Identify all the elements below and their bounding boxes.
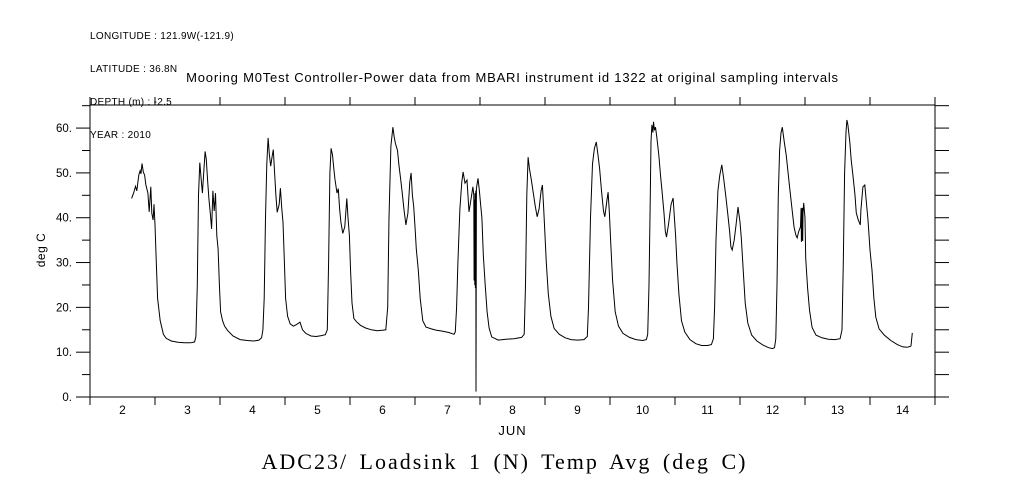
x-tick-label: 3 — [184, 403, 191, 417]
metadata-latitude: LATITUDE : 36.8N — [90, 64, 178, 75]
y-tick-label: 40. — [56, 212, 72, 225]
y-tick-label: 0. — [62, 392, 72, 404]
data-line — [132, 120, 913, 392]
metadata-depth: DEPTH (m) : -2.5 — [90, 97, 173, 108]
plot-title: Mooring M0Test Controller-Power data from MBARI instrument id 1322 at original sampling intervals — [186, 70, 839, 85]
x-tick-label: 9 — [574, 403, 581, 417]
x-tick-label: 6 — [379, 403, 386, 417]
footer-caption: ADC23/ Loadsink 1 (N) Temp Avg (deg C) — [261, 449, 748, 474]
x-tick-label: 11 — [701, 403, 714, 417]
y-tick-label: 60. — [56, 123, 72, 136]
x-tick-label: 5 — [314, 403, 321, 417]
x-tick-label: 12 — [765, 403, 780, 417]
y-tick-label: 30. — [56, 257, 72, 270]
metadata-year: YEAR : 2010 — [90, 130, 152, 141]
y-tick-label: 10. — [56, 347, 72, 360]
x-tick-label: 14 — [895, 403, 910, 417]
x-tick-label: 13 — [830, 403, 845, 417]
x-tick-label: 10 — [635, 403, 650, 417]
x-tick-label: 4 — [249, 403, 256, 417]
y-axis-label: deg C — [34, 232, 48, 268]
metadata-longitude: LONGITUDE : 121.9W(-121.9) — [90, 31, 234, 42]
x-axis-month-label: JUN — [498, 423, 527, 438]
y-tick-label: 20. — [56, 302, 72, 315]
x-tick-label: 8 — [509, 403, 516, 417]
y-tick-label: 50. — [56, 167, 72, 180]
plot-frame — [90, 105, 935, 397]
x-tick-label: 2 — [119, 403, 126, 417]
x-tick-label: 7 — [444, 403, 451, 417]
